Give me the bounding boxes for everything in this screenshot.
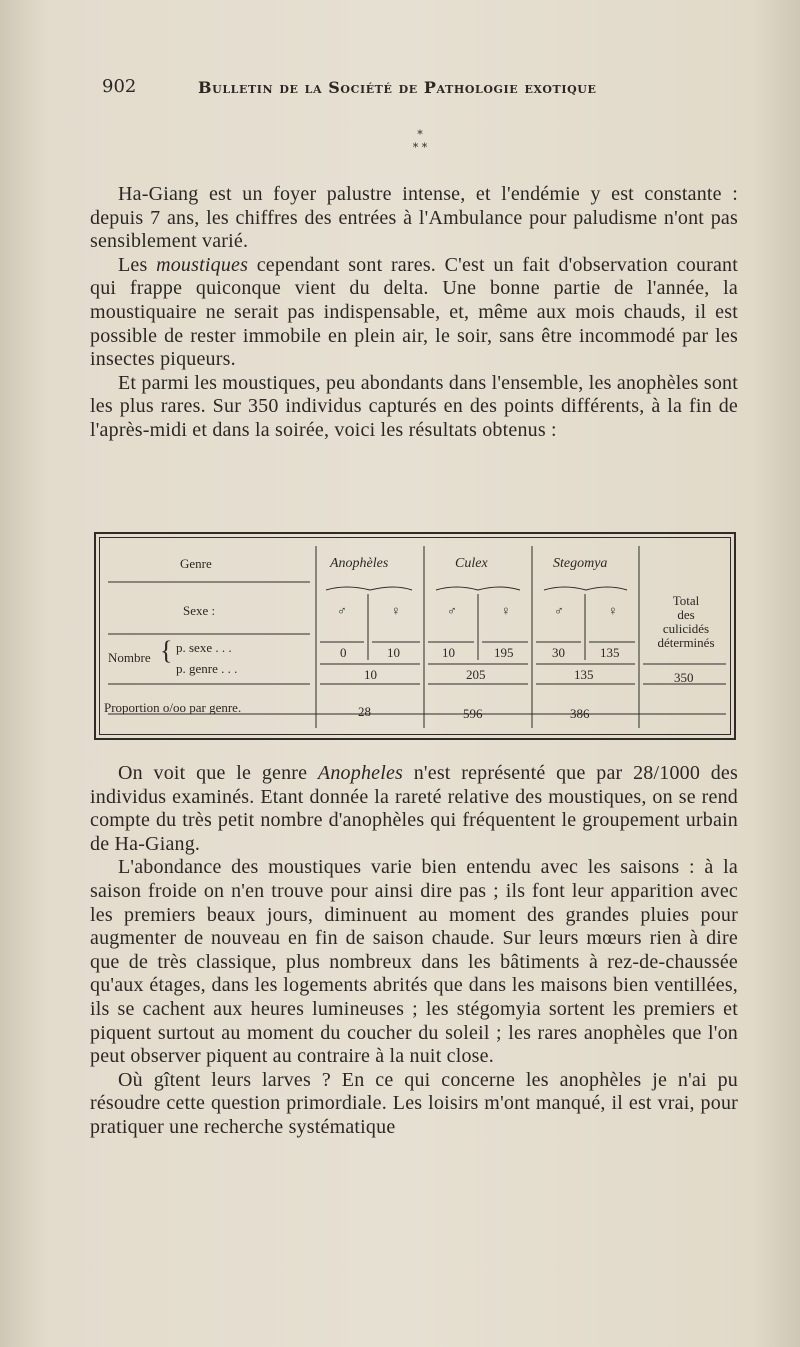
genus-culex: Culex	[455, 556, 488, 571]
table-header-total	[644, 594, 728, 650]
section-marker-top: *	[417, 128, 423, 141]
paragraph: L'abondance des moustiques varie bien entendu avec les saisons : à la saison froide on n'en trouve pour ainsi dire pas ; ils font leur apparition avec les premiers beaux jours, diminuent au moment des grandes pluies pour augmenter de nouveau en fin de saison chaude. Sur leurs mœurs rien à dire que de très classique, plus nombreux dans les bâtiments à rez-de-chaussée qu'aux étages, dans les logements abrités que dans les maisons bien ventillées, ils se cachent aux heures lumineuses ; les stégomyia sortent les premiers et piquent surtout au moment du coucher du soleil ; les rares anophèles que l'on peut observer piquent au contraire à la nuit close.	[90, 856, 738, 1068]
male-symbol-icon: ♂	[554, 603, 564, 618]
total-culex: 205	[466, 667, 486, 682]
total-header-line: des	[677, 607, 695, 622]
grand-total: 350	[674, 670, 694, 685]
paragraph: Ha-Giang est un foyer palustre intense, et l'endémie y est constante : depuis 7 ans, les chiffres des entrées à l'Ambulance pour paludisme n'ont pas sensiblement varié.	[90, 183, 738, 253]
table-label-nombre: Nombre	[108, 650, 151, 665]
total-header-line: culicidés	[662, 621, 710, 636]
brace-icon: {	[160, 636, 173, 665]
count-anopheles-female: 10	[387, 645, 400, 660]
total-header-line: déterminés	[657, 635, 715, 650]
male-symbol-icon: ♂	[337, 603, 347, 618]
running-title: Bulletin de la Société de Pathologie exotique	[198, 78, 597, 97]
female-symbol-icon: ♀	[391, 603, 401, 618]
section-marker-bottom: * *	[412, 141, 428, 154]
paragraph: Et parmi les moustiques, peu abondants dans l'ensemble, les anophèles sont les plus rares. Sur 350 individus capturés en des points différents, à la fin de l'après-midi et dans la soirée, voici les résultats obtenus :	[90, 371, 738, 441]
count-culex-female: 195	[494, 645, 514, 660]
table-label-proportion: Proportion o/oo par genre.	[104, 700, 242, 715]
body-text-before-table	[90, 183, 738, 443]
total-anopheles: 10	[364, 667, 377, 682]
count-anopheles-male: 0	[340, 645, 347, 660]
italic-term: moustiques	[156, 253, 249, 276]
female-symbol-icon: ♀	[608, 603, 618, 618]
male-symbol-icon: ♂	[447, 603, 457, 618]
italic-term: Anopheles	[317, 762, 404, 784]
body-text-after-table	[90, 762, 738, 1140]
female-symbol-icon: ♀	[501, 603, 511, 618]
count-stegomya-male: 30	[552, 645, 565, 660]
proportion-culex: 596	[463, 706, 483, 721]
table-label-p-sexe: p. sexe . . .	[176, 640, 232, 655]
table-header-sexe: Sexe :	[183, 603, 216, 618]
count-culex-male: 10	[442, 645, 455, 660]
page-header	[100, 76, 760, 106]
paragraph: On voit que le genre Anopheles n'est représenté que par 28/1000 des individus examinés. Etant donnée la rareté relative des moustiques, on se rend compte du très petit nombre d'anophèles qui fréquentent le groupement urbain de Ha-Giang.	[90, 762, 738, 855]
count-stegomya-female: 135	[600, 645, 620, 660]
paragraph: Les moustiques cependant sont rares. C'est un fait d'observation courant qui frappe quiconque vient du delta. Une bonne partie de l'année, la moustiquaire ne serait pas indispensable, et, même aux mois chauds, il est possible de rester immobile en plein air, le soir, sans être incommodé par les insectes piqueurs.	[90, 253, 738, 371]
table-header-genre: Genre	[180, 556, 212, 571]
paragraph: Où gîtent leurs larves ? En ce qui concerne les anophèles je n'ai pu résoudre cette question primordiale. Les loisirs m'ont manqué, il est vrai, pour pratiquer une recherche systématique	[90, 1068, 738, 1138]
section-marker	[400, 128, 440, 154]
total-stegomya: 135	[574, 667, 594, 682]
genus-stegomya: Stegomya	[553, 556, 608, 571]
table-label-p-genre: p. genre . . .	[176, 661, 238, 676]
total-header-line: Total	[672, 593, 700, 608]
proportion-stegomya: 386	[570, 706, 590, 721]
page-number: 902	[102, 76, 137, 97]
proportion-anopheles: 28	[358, 704, 371, 719]
genus-anopheles: Anophèles	[330, 556, 389, 571]
